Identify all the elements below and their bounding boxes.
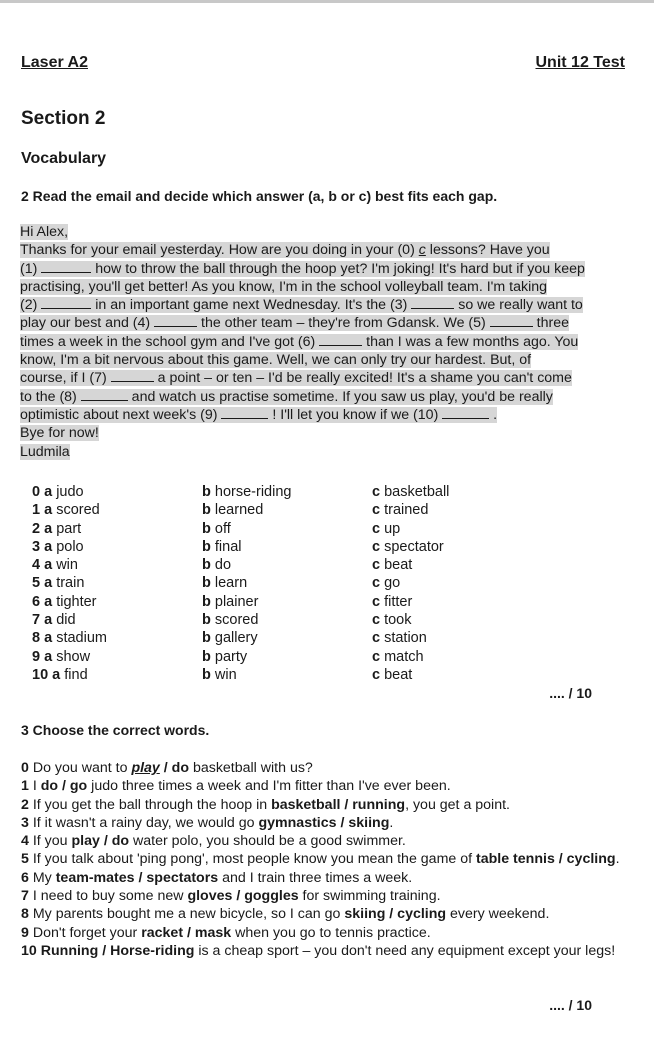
section-title: Section 2 — [21, 108, 106, 129]
gap-blank[interactable] — [319, 333, 362, 346]
option-b: b party — [202, 648, 248, 665]
course-title: Laser A2 — [21, 54, 88, 71]
email-line — [20, 278, 648, 296]
top-border — [0, 0, 654, 3]
option-a: 1 a scored — [32, 502, 100, 519]
option-a: 4 a win — [32, 557, 78, 574]
gap-blank[interactable] — [221, 406, 268, 419]
option-c: c beat — [372, 666, 413, 683]
email-line-text: Ludmila — [20, 443, 70, 460]
gap-blank[interactable] — [111, 369, 154, 382]
email-line — [20, 369, 648, 387]
email-line — [20, 424, 648, 442]
email-text — [20, 223, 648, 461]
email-line-text: play our best and (4) the other team – they're from Gdansk. We (5) three — [20, 315, 569, 332]
option-b: b off — [202, 520, 231, 537]
choice-item: 5 If you talk about 'ping pong', most people know you mean the game of table tennis / cycling. — [21, 851, 620, 868]
option-a: 7 a did — [32, 612, 76, 629]
choice-item: 4 If you play / do water polo, you should be a good swimmer. — [21, 833, 406, 850]
option-c: c beat — [372, 557, 413, 574]
option-row — [22, 611, 582, 629]
option-b: b do — [202, 557, 232, 574]
option-a: 6 a tighter — [32, 593, 97, 610]
email-line — [20, 351, 648, 369]
choice-item: 8 My parents bought me a new bicycle, so I can go skiing / cycling every weekend. — [21, 906, 550, 923]
option-c: c up — [372, 520, 401, 537]
option-row — [22, 593, 582, 611]
option-row — [22, 629, 582, 647]
gap-blank[interactable] — [442, 406, 489, 419]
option-a: 8 a stadium — [32, 630, 107, 647]
option-row — [22, 648, 582, 666]
option-c: c basketball — [372, 484, 450, 500]
email-line-text: optimistic about next week's (9) ! I'll let you know if we (10) . — [20, 406, 498, 423]
option-c: c spectator — [372, 538, 444, 555]
option-row — [22, 501, 582, 519]
option-a: 3 a polo — [32, 538, 84, 555]
option-row — [22, 538, 582, 556]
choice-item: 3 If it wasn't a rainy day, we would go gymnastics / skiing. — [21, 814, 394, 831]
email-line-text: course, if I (7) a point – or ten – I'd be really excited! It's a shame you can't come — [20, 370, 572, 387]
email-line-text: Thanks for your email yesterday. How are you doing in your (0) c lessons? Have you — [20, 242, 550, 259]
option-row — [22, 556, 582, 574]
gap-blank[interactable] — [41, 296, 91, 309]
choice-item: 6 My team-mates / spectators and I train three times a week. — [21, 869, 413, 886]
task2-score: .... / 10 — [549, 685, 592, 701]
option-row — [22, 483, 582, 501]
email-line-text: (1) how to throw the ball through the hoop yet? I'm joking! It's hard but if you keep — [20, 260, 585, 277]
email-line — [20, 241, 648, 259]
option-row — [22, 666, 582, 684]
email-line — [20, 388, 648, 406]
option-row — [22, 574, 582, 592]
email-line-text: times a week in the school gym and I've got (6) than I was a few months ago. You — [20, 333, 579, 350]
option-c: c go — [372, 575, 401, 592]
task3-items — [21, 759, 641, 960]
option-a: 10 a find — [32, 666, 88, 683]
unit-title: Unit 12 Test — [535, 54, 625, 71]
email-line — [20, 406, 648, 424]
option-a: 0 a judo — [32, 484, 84, 500]
gap-blank[interactable] — [411, 296, 454, 309]
option-c: c trained — [372, 502, 429, 519]
choice-item: 1 I do / go judo three times a week and I'm fitter than I've ever been. — [21, 778, 451, 795]
email-line — [20, 333, 648, 351]
option-b: b final — [202, 538, 242, 555]
task2-instruction: 2 Read the email and decide which answer (a, b or c) best fits each gap. — [21, 188, 498, 204]
example-answer: c — [418, 242, 426, 259]
choice-item: 7 I need to buy some new gloves / goggles for swimming training. — [21, 888, 441, 905]
option-c: c match — [372, 648, 424, 665]
option-b: b scored — [202, 612, 259, 629]
option-b: b gallery — [202, 630, 258, 647]
option-b: b win — [202, 666, 237, 683]
choice-item: 9 Don't forget your racket / mask when you go to tennis practice. — [21, 924, 431, 941]
choice-item: 10 Running / Horse-riding is a cheap sport – you don't need any equipment except your legs! — [21, 942, 616, 959]
email-line-text: Hi Alex, — [20, 224, 69, 240]
gap-blank[interactable] — [154, 314, 197, 327]
option-b: b learn — [202, 575, 248, 592]
email-line — [20, 314, 648, 332]
task3-instruction: 3 Choose the correct words. — [21, 722, 210, 738]
option-a: 2 a part — [32, 520, 82, 537]
email-line-text: know, I'm a bit nervous about this game. Well, we can only try our hardest. But, of — [20, 352, 532, 369]
option-row — [22, 520, 582, 538]
option-b: b learned — [202, 502, 264, 519]
option-a: 5 a train — [32, 575, 85, 592]
vocabulary-heading: Vocabulary — [21, 150, 107, 167]
email-line — [20, 260, 648, 278]
task3-score: .... / 10 — [549, 997, 592, 1013]
options-table — [22, 483, 582, 684]
gap-blank[interactable] — [81, 388, 128, 401]
email-line — [20, 296, 648, 314]
choice-item: 2 If you get the ball through the hoop in basketball / running, you get a point. — [21, 796, 510, 813]
gap-blank[interactable] — [490, 314, 533, 327]
email-line-text: Bye for now! — [20, 425, 99, 442]
gap-blank[interactable] — [41, 260, 91, 273]
option-a: 9 a show — [32, 648, 91, 665]
email-line-text: practising, you'll get better! As you know, I'm in the school volleyball team. I'm taking — [20, 278, 548, 295]
option-c: c station — [372, 630, 427, 647]
email-line-text: (2) in an important game next Wednesday. It's the (3) so we really want to — [20, 297, 583, 314]
option-c: c fitter — [372, 593, 413, 610]
option-b: b horse-riding — [202, 484, 292, 500]
email-line — [20, 223, 648, 241]
email-line-text: to the (8) and watch us practise sometime. If you saw us play, you'd be really — [20, 388, 553, 405]
option-c: c took — [372, 612, 412, 629]
option-b: b plainer — [202, 593, 259, 610]
email-line — [20, 443, 648, 461]
choice-item: 0 Do you want to play / do basketball with us? — [21, 760, 313, 776]
